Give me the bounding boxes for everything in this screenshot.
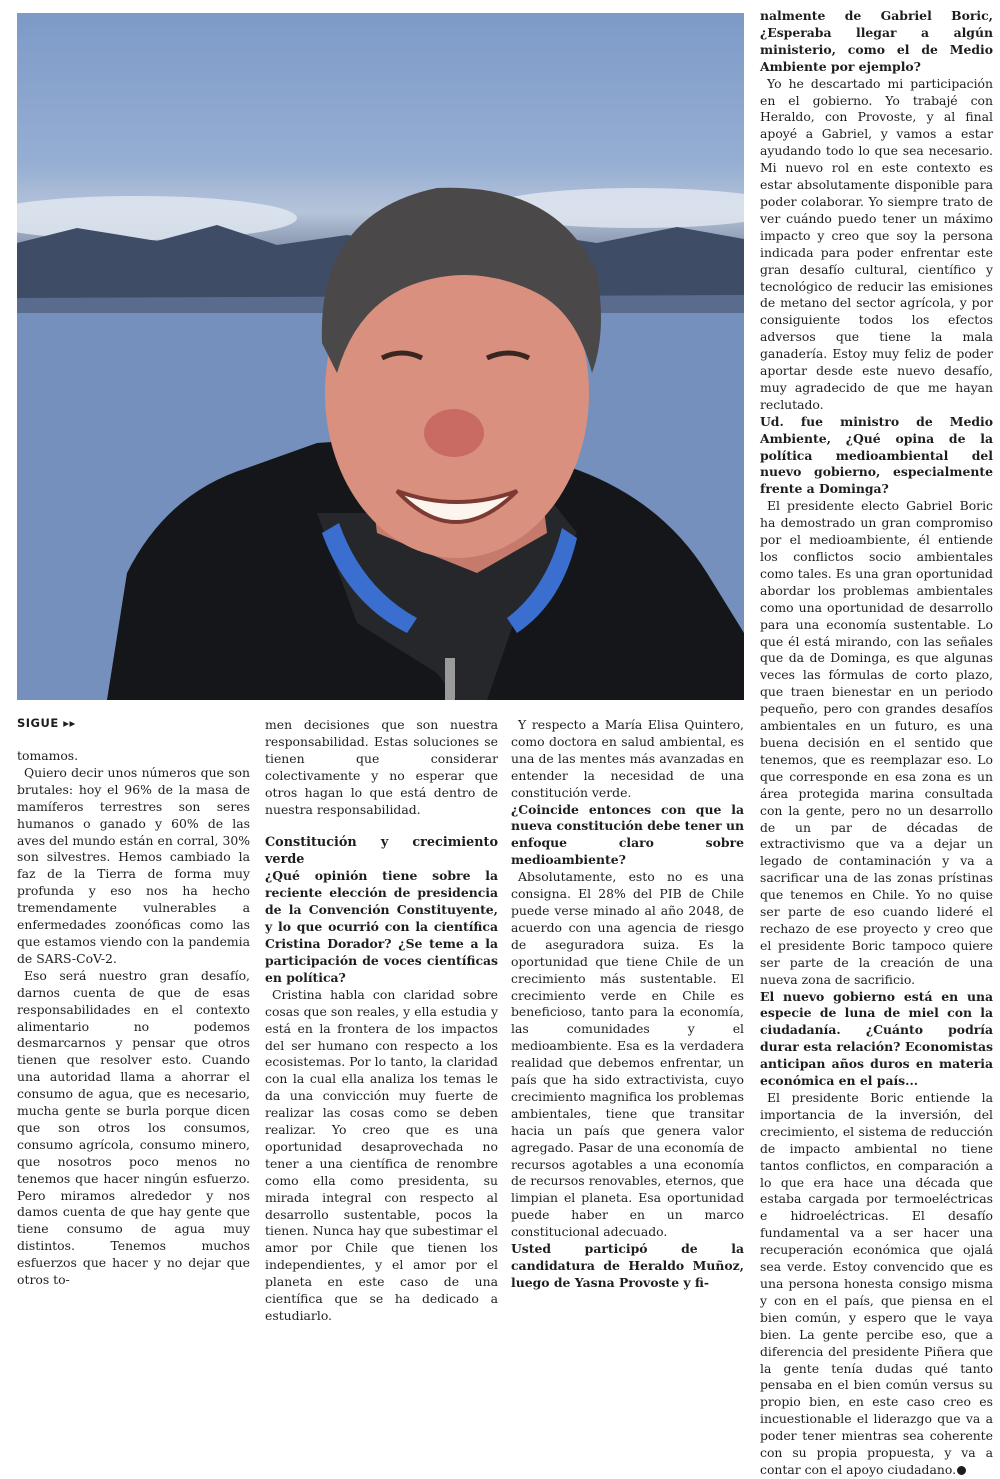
interview-question: Ud. fue ministro de Medio Ambiente, ¿Qué opina de la política medioambiental del nuevo gobierno, especialmente frente a Dominga?: [760, 413, 993, 497]
interview-question: Usted participó de la candidatura de Heraldo Muñoz, luego de Yasna Provoste y fi-: [511, 1241, 744, 1290]
interview-answer: El presidente electo Gabriel Boric ha demostrado un gran compromiso por el medioambiente, él entiende los conflictos socio ambientales como tales. Es una gran oportunidad abordar los problemas ambientales como una oportunidad de desarrollo para una economía sustentable. Lo que él está mirando, con las señales que da de Dominga, es que algunas veces las fórmulas de corto plazo, que traen bienestar en un periodo pequeño, pero con grandes desafíos ambientales en un futuro, es una buena decisión en el sentido que tenemos, que es reemplazar eso. Lo que corresponde en esa zona es un área protegida marina consultada con la gente, pero no un desarrollo de un par de décadas de extractivismo que va a dejar un legado de contaminación y va a sacrificar una de las zonas prístinas que tenemos en Chile. Yo no quise ser parte de eso cuando lideré el rechazo de ese proyecto y creo que el presidente Boric tampoco quiere ser parte de la creación de una nueva zona de sacrificio.: [760, 498, 993, 987]
interview-question: nalmente de Gabriel Boric, ¿Esperaba llegar a algún ministerio, como el de Medio Ambiente por ejemplo?: [760, 8, 993, 74]
column-3: [511, 717, 744, 1292]
final-answer-text: El presidente Boric entiende la importancia de la inversión, del crecimiento, el sistema de reducción de impacto ambiental no tiene tantos conflictos, en comparación a lo que era hace una década que estaba cargada por termoeléctricas e hidroeléctricas. El desafío fundamental va a ser hacer una recuperación económica que ojalá sea verde. Estoy convencido que es una persona honesta consigo misma y con en el país, que piensa en el bien común, y espero que le vaya bien. La gente percibe eso, que a diferencia del presidente Piñera que la gente tenía dudas qué tanto pensaba en el bien común versus su propio bien, en este caso creo es incuestionable el liderazgo que va a poder tener mientras sea coherente con su propia propuesta, y va a contar con el apoyo ciudadano.: [760, 1090, 993, 1477]
interview-question: ¿Coincide entonces con que la nueva constitución debe tener un enfoque claro sobre medioambiente?: [511, 801, 745, 868]
column-4: [760, 8, 993, 1479]
column-2: [265, 717, 498, 1325]
portrait-photo: [17, 13, 744, 700]
paragraph: men decisiones que son nuestra responsabilidad. Estas soluciones se tienen que considerar colectivamente y no esperar que otros hagan lo que está dentro de nuestra responsabilidad.: [265, 717, 498, 817]
paragraph: tomamos.: [17, 748, 79, 763]
interview-question: El nuevo gobierno está en una especie de luna de miel con la ciudadanía. ¿Cuánto podría durar esta relación? Economistas anticipan años duros en materia económica en el país...: [760, 988, 993, 1089]
column-1: [17, 748, 250, 1289]
interview-question: ¿Qué opinión tiene sobre la reciente elección de presidencia de la Convención Constituyente, y lo que ocurrió con la científica Cristina Dorador? ¿Se teme a la participación de voces científicas en política?: [265, 868, 498, 985]
section-heading: Constitución y crecimiento verde: [265, 835, 498, 868]
continue-label: SIGUE ▸▸: [17, 716, 76, 730]
paragraph: Y respecto a María Elisa Quintero, como doctora en salud ambiental, es una de las mentes más avanzadas en entender la necesidad de una constitución verde.: [511, 717, 744, 800]
portrait-illustration: [17, 13, 744, 700]
paragraph: Quiero decir unos números que son brutales: hoy el 96% de la masa de mamíferos terrestres son seres humanos o ganado y 60% de las aves del mundo están en corral, 30% son silvestres. Hemos cambiado la faz de la Tierra de forma muy profunda y eso nos ha hecho tremendamente vulnerables a enfermedades zoonóficas como las que estamos viendo con la pandemia de SARS-CoV-2.: [17, 764, 250, 966]
paragraph: Eso será nuestro gran desafío, darnos cuenta de que de esas responsabilidades en el contexto alimentario no podemos desmarcarnos y pensar que otros tienen que resolver esto. Cuando una autoridad llama a ahorrar el consumo de agua, que es necesario, mucha gente se burla porque dicen que son otros los consumos, consumo agrícola, consumo minero, que nosotros poco menos no tenemos que hacer ningún esfuerzo. Pero miramos alrededor y nos damos cuenta de que hay gente que tiene consumo de agua muy distintos. Tenemos muchos esfuerzos que hacer y no dejar que otros to-: [17, 967, 250, 1288]
interview-answer: Yo he descartado mi participación en el gobierno. Yo trabajé con Heraldo, con Provoste, y al final apoyé a Gabriel, y vamos a estar ayudando todo lo que sea necesario. Mi nuevo rol en este contexto es estar absolutamente disponible para poder colaborar. Yo siempre trato de ver cuándo puedo tener un máximo impacto y creo que soy la persona indicada para poder enfrentar este gran desafío cultural, científico y tecnológico de reducir las emisiones de metano del sector agrícola, y por consiguiente todos los efectos adversos que tiene la mala ganadería. Estoy muy feliz de poder aportar desde este nuevo desafío, muy agradecido de que me hayan reclutado.: [760, 75, 993, 412]
end-mark-icon: [957, 1466, 966, 1475]
interview-answer: Cristina habla con claridad sobre cosas que son reales, y ella estudia y está en la frontera de los impactos del ser humano con respecto a los ecosistemas. Por lo tanto, la claridad con la cual ella analiza los temas le da una convicción muy fuerte de realizar las cosas como se deben realizar. Yo creo que es una oportunidad desaprovechada no tener a una científica de renombre como ella como presidenta, su mirada integral con respecto al desarrollo sustentable, pocos la tienen. Nunca hay que subestimar el amor por Chile que tienen los independientes, y el amor por el planeta en este caso de una científica que se ha dedicado a estudiarlo.: [265, 986, 498, 1323]
interview-answer: Absolutamente, esto no es una consigna. El 28% del PIB de Chile puede verse minado al año 2048, de acuerdo con una agencia de riesgo de aseguradora suiza. Es la oportunidad que tiene Chile de un crecimiento más sustentable. El crecimiento verde en Chile es beneficioso, tanto para la economía, las comunidades y el medioambiente. Esa es la verdadera realidad que debemos enfrentar, un país que ha sido extractivista, cuyo crecimiento magnifica los problemas ambientales, tiene que transitar hacia un país que genera valor agregado. Pasar de una economía de recursos agotables a una economía de recursos renovables, eternos, que limpian el planeta. Esa oportunidad puede haber en un marco constitucional adecuado.: [511, 869, 744, 1240]
interview-answer: [760, 1090, 993, 1479]
